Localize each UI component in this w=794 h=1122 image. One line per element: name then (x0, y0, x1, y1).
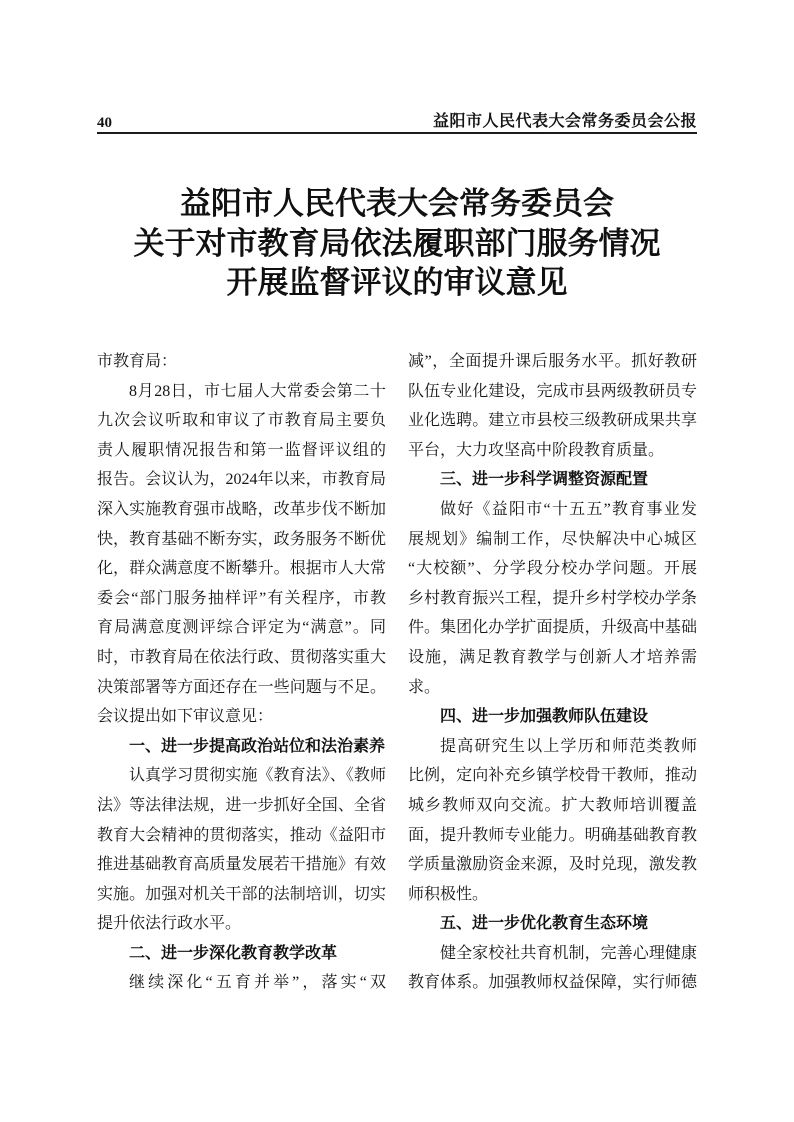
body-text-line: 会议提出如下审议意见： (97, 708, 274, 726)
body-text-line: 实施。加强对机关干部的法制培训，切实 (97, 885, 386, 903)
body-text-line: 面，提升教师专业能力。明确基础教育教 (408, 826, 697, 844)
section-heading: 五、进一步优化教育生态环境 (440, 915, 649, 933)
body-text-line: 快，教育基础不断夯实，政务服务不断优 (97, 530, 386, 548)
page-number: 40 (97, 115, 112, 131)
body-text-line: 报告。会议认为，2024年以来，市教育局 (97, 471, 386, 489)
body-text-line: 九次会议听取和审议了市教育局主要负 (97, 412, 386, 430)
body-text-line: 乡村教育振兴工程，提升乡村学校办学条 (408, 589, 697, 607)
running-header-title: 益阳市人民代表大会常务委员会公报 (432, 113, 697, 130)
title-line-3: 开展监督评议的审议意见 (226, 265, 568, 300)
section-heading: 三、进一步科学调整资源配置 (440, 471, 649, 489)
body-text-line: 育局满意度测评综合评定为“满意”。同 (97, 619, 386, 637)
body-text-line: 委会“部门服务抽样评”有关程序，市教 (97, 589, 386, 607)
title-line-2: 关于对市教育局依法履职部门服务情况 (133, 225, 661, 261)
section-heading: 二、进一步深化教育教学改革 (129, 944, 338, 962)
body-text-line: 市教育局： (97, 353, 178, 370)
body-text-line: 学质量激励资金来源，及时兑现，激发教 (408, 856, 697, 874)
body-text-line: 化，群众满意度不断攀升。根据市人大常 (97, 560, 386, 578)
document-title (0, 184, 794, 303)
body-text-line: 认真学习贯彻实施《教育法》、《教师 (129, 767, 386, 785)
body-text-line: 深入实施教育强市战略，改革步伐不断加 (97, 500, 386, 518)
body-text-line: 求。 (408, 678, 441, 696)
body-column-left (97, 347, 386, 998)
body-text-line: 提高研究生以上学历和师范类教师 (440, 737, 697, 755)
body-text-line: 法》等法律法规，进一步抓好全国、全省 (97, 796, 386, 814)
section-heading: 四、进一步加强教师队伍建设 (440, 708, 649, 726)
body-text-line: 8月28日，市七届人大常委会第二十 (129, 382, 386, 400)
body-text-line: 时，市教育局在依法行政、贯彻落实重大 (97, 648, 386, 666)
title-line-1: 益阳市人民代表大会常务委员会 (180, 186, 614, 221)
body-text-line: 队伍专业化建设，完成市县两级教研员专 (408, 382, 697, 400)
body-text-line: 推进基础教育高质量发展若干措施》有效 (97, 856, 386, 874)
body-text-line: 件。集团化办学扩面提质，升级高中基础 (408, 619, 697, 637)
body-text-line: “大校额”、分学段分校办学问题。开展 (408, 560, 697, 578)
section-heading: 一、进一步提高政治站位和法治素养 (129, 737, 386, 755)
body-text-line: 设施，满足教育教学与创新人才培养需 (408, 648, 697, 666)
body-text-line: 城乡教师双向交流。扩大教师培训覆盖 (408, 796, 697, 814)
body-text-line: 业化选聘。建立市县校三级教研成果共享 (408, 412, 697, 430)
running-header (97, 112, 697, 134)
body-text-line: 责人履职情况报告和第一监督评议组的 (97, 441, 386, 459)
body-text-line: 健全家校社共育机制，完善心理健康 (440, 944, 697, 962)
body-text-line: 提升依法行政水平。 (97, 915, 242, 933)
body-text-line: 做好《益阳市“十五五”教育事业发 (440, 500, 697, 518)
body-column-right (408, 347, 697, 998)
body-text-line: 教育体系。加强教师权益保障，实行师德 (408, 974, 697, 992)
body-text-line: 比例，定向补充乡镇学校骨干教师，推动 (408, 767, 697, 785)
header-rule (97, 132, 697, 134)
body-text-line: 继续深化“五育并举”，落实“双 (129, 974, 386, 992)
body-text-line: 教育大会精神的贯彻落实，推动《益阳市 (97, 826, 386, 844)
body-text-line: 展规划》编制工作，尽快解决中心城区 (408, 530, 697, 548)
body-text-line: 减”，全面提升课后服务水平。抓好教研 (408, 353, 697, 370)
body-text-line: 平台，大力攻坚高中阶段教育质量。 (408, 441, 665, 459)
body-text-line: 师积极性。 (408, 885, 489, 903)
body-text-line: 决策部署等方面还存在一些问题与不足。 (97, 678, 386, 696)
